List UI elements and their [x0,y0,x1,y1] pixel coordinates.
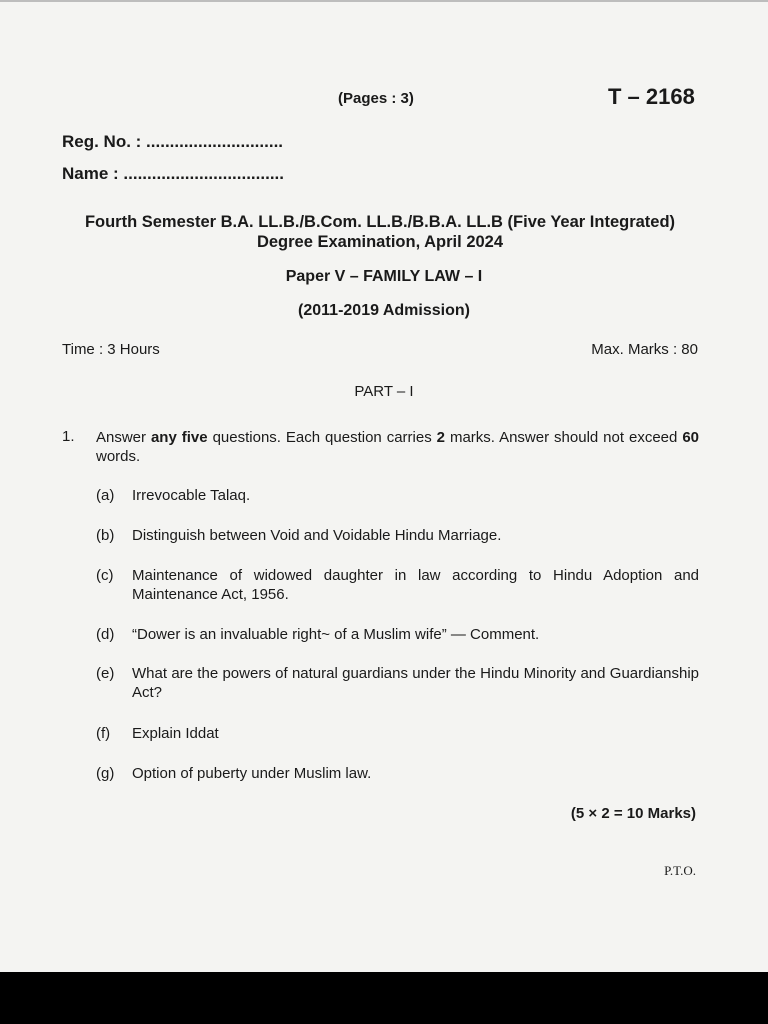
sub-question-letter: (c) [96,567,114,584]
sub-question-text: Maintenance of widowed daughter in law according to Hindu Adoption and Maintenance Act, 1956. [132,567,699,603]
maximum-marks: Max. Marks : 80 [591,341,698,358]
sub-question-text: Option of puberty under Muslim law. [132,765,372,782]
question-instruction [96,428,699,466]
sub-question-letter: (f) [96,725,111,742]
instruction-text: words. [96,448,141,465]
sub-question-letter: (a) [96,487,115,504]
sub-question-letter: (g) [96,765,115,782]
instruction-text: Answer [96,429,151,446]
section-marks-total: (5 × 2 = 10 Marks) [570,805,696,822]
page-count: (Pages : 3) [338,90,414,107]
sub-question-letter: (b) [96,527,115,544]
instruction-emphasis: 2 [436,429,445,446]
please-turn-over: P.T.O. [664,863,696,878]
exam-duration: Time : 3 Hours [62,341,160,358]
admission-batch: (2011-2019 Admission) [298,302,470,319]
registration-number-field: Reg. No. : ............................. [62,132,284,151]
paper-code: T – 2168 [608,84,695,109]
sub-question-text: “Dower is an invaluable right~ of a Muslim wife” — Comment. [132,626,540,643]
scan-top-edge [0,0,768,2]
sub-question-text: What are the powers of natural guardians under the Hindu Minority and Guardianship Act? [132,665,699,701]
exam-title: Fourth Semester B.A. LL.B./B.Com. LL.B./B.B.A. LL.B (Five Year Integrated) Degree Examination, April 2024 [84,213,676,251]
sub-question-text: Irrevocable Talaq. [132,487,251,504]
sub-question [96,664,699,702]
scan-bottom-edge [0,972,768,1024]
sub-question-text: Explain Iddat [132,725,219,742]
instruction-emphasis: 60 [682,429,699,446]
candidate-name-field: Name : .................................. [62,164,284,183]
instruction-text: questions. Each question carries [207,429,437,446]
sub-question-letter: (e) [96,665,115,682]
question-number: 1. [62,428,75,445]
instruction-emphasis: any five [150,429,208,446]
sub-question [96,764,699,783]
sub-question [96,566,699,604]
sub-question [96,526,699,545]
paper-title: Paper V – FAMILY LAW – I [285,268,483,285]
sub-question [96,724,699,743]
part-heading: PART – I [354,383,414,400]
sub-question [96,625,699,644]
sub-question-letter: (d) [96,626,115,643]
sub-question [96,486,699,505]
sub-question-text: Distinguish between Void and Voidable Hindu Marriage. [132,527,502,544]
instruction-text: marks. Answer should not exceed [445,429,683,446]
